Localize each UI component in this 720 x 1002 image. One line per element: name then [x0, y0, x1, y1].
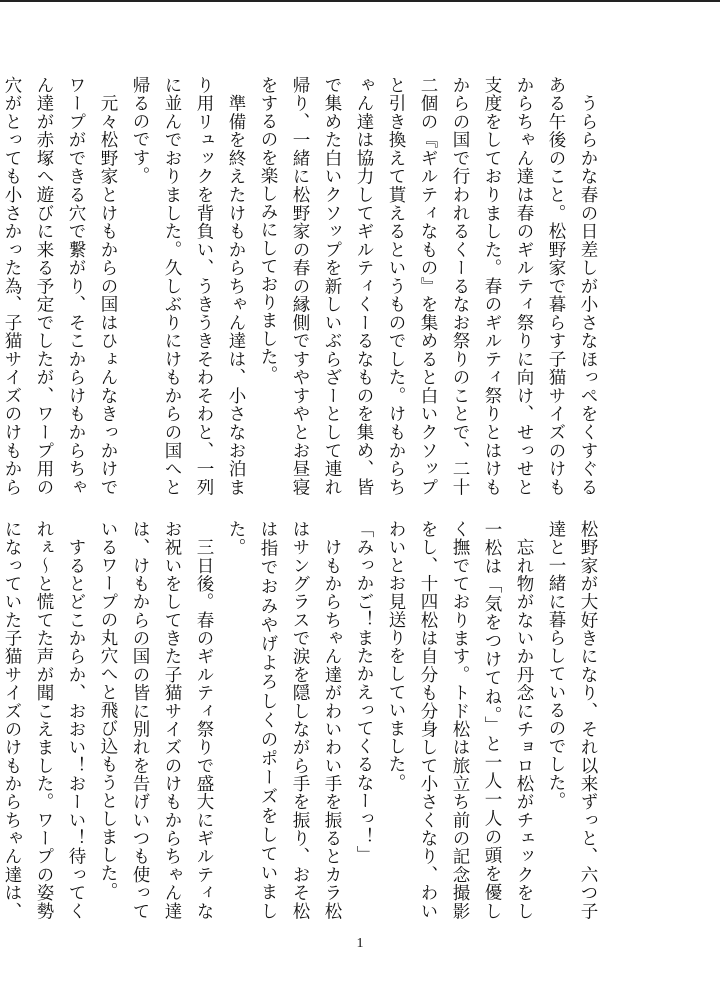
paragraph: 三日後。春のギルティ祭りで盛大にギルティなお祝いをしてきた子猫サイズのけもからちゃん達は、けもからの国の皆に別れを告げいつも使っているワープの丸穴へと飛び込もうとしました。	[98, 520, 214, 920]
dialogue-line: 「みっかご！またかえってくるなーっ！」	[354, 520, 374, 864]
text-block-lower	[2, 520, 604, 920]
page-top-border	[0, 0, 720, 2]
paragraph: うららかな春の日差しが小さなほっぺをくすぐるある午後のこと。松野家で暮らす子猫サイズのけもからちゃん達は春のギルティ祭りに向け、せっせと支度をしておりました。春のギルティ祭りとはけもからの国で行われるくーるなお祭りのことで、二十二個の『ギルティなもの』を集めると白いクソップと引き換えて貰えるというものでした。けもからちゃん達は協力してギルティくーるなものを集め、皆で集めた白いクソップを新しいぶらざーとして連れ帰り、一緒に松野家の春の縁側ですやすやとお昼寝をするのを楽しみにしておりました。	[258, 76, 598, 496]
paragraph: 松野家が大好きになり、それ以来ずっと、六つ子達と一緒に暮らしているのでした。	[546, 520, 598, 920]
paragraph: 忘れ物がないか丹念にチョロ松がチェックをし一松は「気をつけてね。」と一人一人の頭を優しく撫でております。トド松は旅立ち前の記念撮影をし、十四松は自分も分身して小さくなり、わいわいとお見送りをしていました。	[386, 520, 534, 920]
text-block-upper	[2, 76, 604, 496]
paragraph: するとどこからか、おおい！おーい！待ってくれぇ～と慌てた声が聞こえました。ワープの姿勢になっていた子猫サイズのけもからちゃん達は、	[2, 520, 86, 920]
page-number: 1	[356, 936, 364, 951]
paragraph: 元々松野家とけもからの国はひょんなきっかけでワープができる穴で繋がり、そこからけもからちゃん達が赤塚へ遊びに来る予定でしたが、ワープ用の穴がとっても小さかった為、子猫サイズのけもから	[2, 76, 118, 496]
paragraph: 準備を終えたけもからちゃん達は、小さなお泊まり用リュックを背負い、うきうきそわそわと、一列に並んでおりました。久しぶりにけもからの国へと帰るのです。	[130, 76, 246, 496]
paragraph: けもからちゃん達がわいわい手を振るとカラ松はサングラスで涙を隠しながら手を振り、おそ松は指でおみやげよろしくのポーズをしていました。	[226, 520, 342, 920]
